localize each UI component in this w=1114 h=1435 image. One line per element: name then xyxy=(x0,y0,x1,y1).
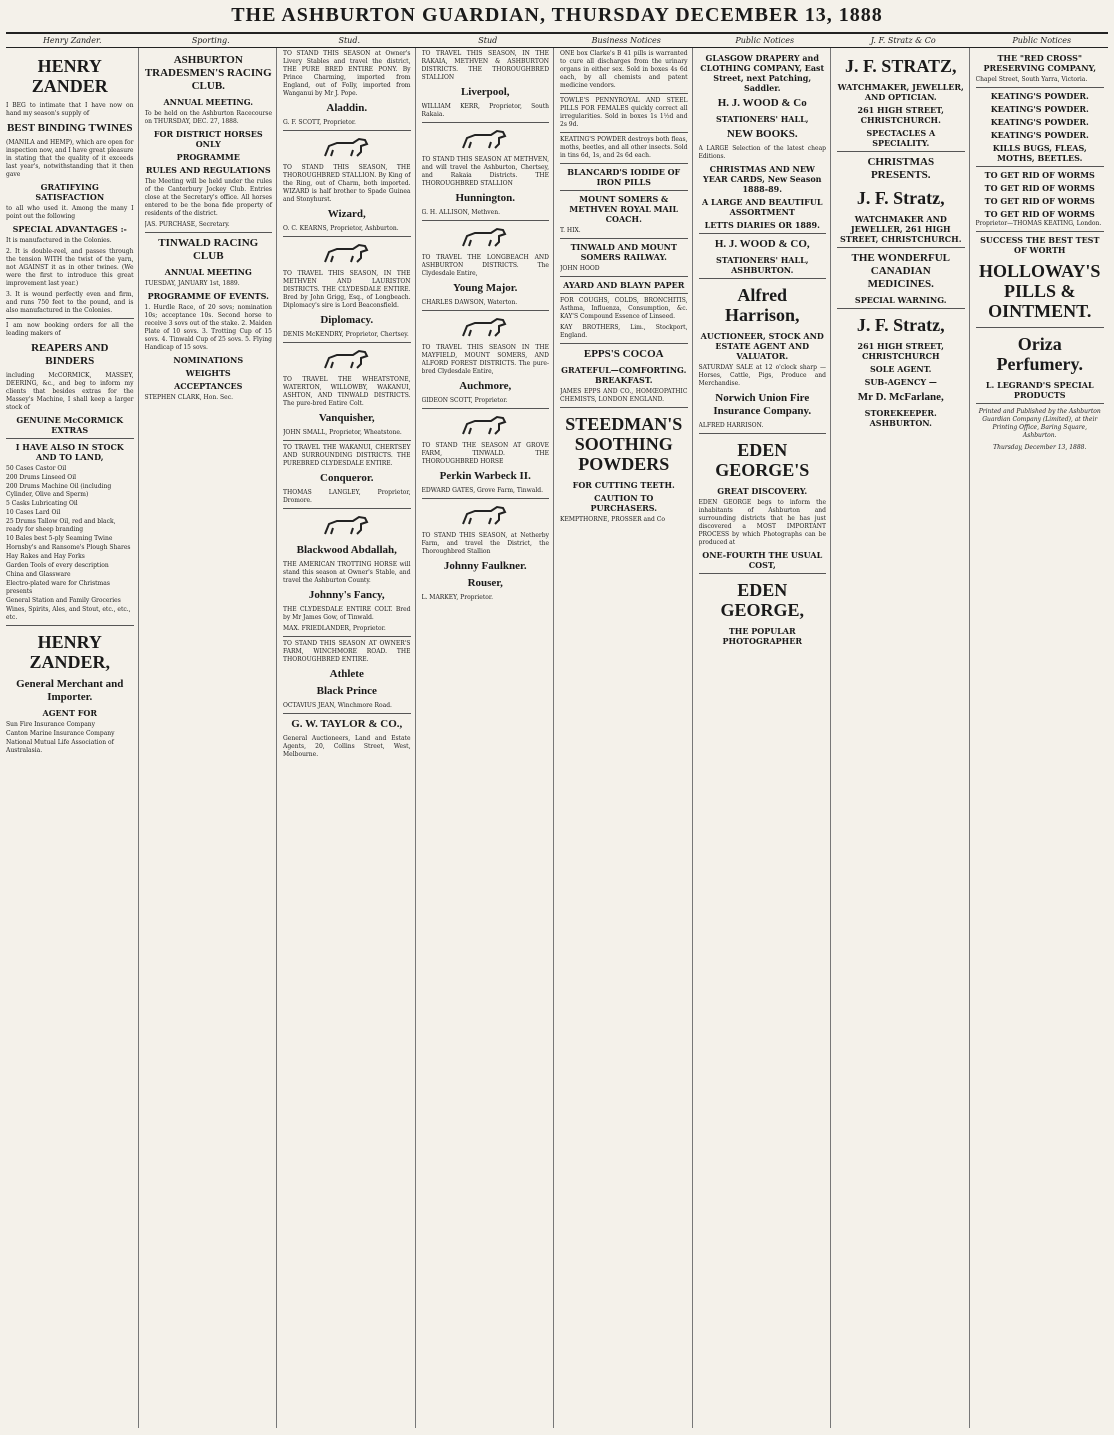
ad-subheading: FOR CUTTING TEETH. xyxy=(572,480,675,490)
ad-heading: Young Major. xyxy=(453,282,518,294)
ad-heading: J. F. Stratz, xyxy=(856,188,945,208)
ad-subheading: PROGRAMME OF EVENTS. xyxy=(147,291,269,301)
ad-subheading: SUB-AGENCY — xyxy=(864,377,937,387)
ad-subheading: STATIONERS' HALL, xyxy=(715,114,809,124)
ad-text: FOR COUGHS, COLDS, BRONCHITIS, Asthma, Influenza, Consumption, &c. KAY'S Compound Essence of Linseed. xyxy=(560,297,688,320)
ad-text: TO STAND THIS SEASON AT METHVEN, and will travel the Ashburton, Chertsey, and Rakaia Districts. THE THOROUGHBRED STALLION xyxy=(421,156,549,187)
divider xyxy=(283,342,411,343)
ad-subheading: FOR DISTRICT HORSES ONLY xyxy=(153,129,263,149)
agency-list xyxy=(6,721,134,755)
ad-subheading: General Merchant and Importer. xyxy=(16,678,124,703)
masthead: THE ASHBURTON GUARDIAN, THURSDAY DECEMBER 13, 1888 xyxy=(6,4,1108,34)
ad-subheading: AGENT FOR xyxy=(42,708,97,718)
ad-heading: Vanquisher, xyxy=(318,412,375,424)
ad-signature: THOMAS LANGLEY, Proprietor, Dromore. xyxy=(283,489,411,504)
ad-subheading: GRATIFYING SATISFACTION xyxy=(35,182,105,202)
list-item: National Mutual Life Association of Australasia. xyxy=(6,739,114,754)
ad-subheading: CAUTION TO PURCHASERS. xyxy=(590,493,658,513)
list-item: China and Glassware xyxy=(6,571,71,578)
ad-signature: JAMES EPPS AND CO., HOMŒOPATHIC CHEMISTS, LONDON ENGLAND. xyxy=(560,388,688,403)
ad-heading: Wizard, xyxy=(327,208,366,220)
divider xyxy=(422,122,550,123)
ad-text: I BEG to intimate that I have now on hand my season's supply of xyxy=(6,102,134,117)
column-public-notices xyxy=(699,48,832,1428)
divider xyxy=(837,151,965,152)
column-header: Stud xyxy=(478,36,498,45)
list-item: 10 Bales best 5-ply Seaming Twine xyxy=(6,535,113,542)
divider xyxy=(560,343,688,344)
ad-heading: Johnny's Fancy, xyxy=(308,589,385,601)
ad-text: including McCORMICK, MASSEY, DEERING, &c., and beg to inform my clients that besides extras for the Massey's Machine, I shall keep a larger stock of xyxy=(6,372,134,411)
keating-list xyxy=(976,91,1105,140)
ad-subheading: SPECTACLES A SPECIALITY. xyxy=(866,128,936,148)
ad-heading: MOUNT SOMERS & METHVEN ROYAL MAIL COACH. xyxy=(569,194,679,224)
ad-subheading: SOLE AGENT. xyxy=(870,364,932,374)
ad-heading: Norwich Union Fire Insurance Company. xyxy=(713,392,812,417)
ad-signature: ALFRED HARRISON. xyxy=(698,422,764,429)
ad-subheading: ANNUAL MEETING xyxy=(164,267,252,277)
ad-heading: Black Prince xyxy=(316,685,377,697)
ad-heading: J. F. Stratz, xyxy=(856,315,945,335)
divider xyxy=(560,163,688,164)
ad-heading: Auchmore, xyxy=(459,380,512,392)
ad-text: TO TRAVEL THIS SEASON, IN THE METHVEN AND LAURISTON DISTRICTS. THE CLYDESDALE ENTIRE. Bred by John Grigg, Esq., of Longbeach. Diplomacy's sire is Lord Beaconsfield. xyxy=(283,270,411,309)
ad-subheading: WATCHMAKER AND JEWELLER, 261 HIGH STREET, CHRISTCHURCH. xyxy=(839,214,962,244)
divider xyxy=(283,508,411,509)
ad-heading: HOLLOWAY'S PILLS & OINTMENT. xyxy=(979,261,1101,321)
ad-text: 1. Hurdle Race, of 20 sovs; nomination 10s; acceptance 10s. Second horse to receive 3 sovs out of the stake. 2. Maiden Plate of 10 sovs. 3. Trotting Cup of 15 sovs. 4. Tinwald Cup of 25 sovs. 5. Flying Handicap of 15 sovs. xyxy=(144,304,272,351)
ad-subheading: GRATEFUL—COMFORTING. BREAKFAST. xyxy=(561,365,687,385)
ad-heading: EDEN GEORGE, xyxy=(720,580,804,620)
list-item: Electro-plated ware for Christmas presents xyxy=(6,580,110,595)
ad-heading: Perkin Warbeck II. xyxy=(439,470,531,482)
ad-text: TUESDAY, JANUARY 1st, 1889. xyxy=(144,280,240,287)
ad-subheading: ANNUAL MEETING. xyxy=(163,97,254,107)
ad-subheading: ACCEPTANCES xyxy=(174,381,243,391)
ad-text: EDEN GEORGE begs to inform the inhabitants of Ashburton and surrounding districts that he has just discovered a MOST IMPORTANT PROCESS by which Photographs can be produced at xyxy=(698,499,826,546)
divider xyxy=(560,190,688,191)
list-item: TO GET RID OF WORMS xyxy=(984,183,1095,193)
horse-icon xyxy=(317,346,377,374)
divider xyxy=(837,247,965,248)
ad-text: THE CLYDESDALE ENTIRE COLT. Bred by Mr James Gow, of Tinwald. xyxy=(283,606,411,621)
ad-text: TO STAND THIS SEASON AT OWNER'S FARM, WINCHMORE ROAD. THE THOROUGHBRED ENTIRE. xyxy=(283,640,411,663)
column-stud-2 xyxy=(422,48,555,1428)
divider xyxy=(699,233,827,234)
ad-subheading: AUCTIONEER, STOCK AND ESTATE AGENT AND VALUATOR. xyxy=(700,331,824,361)
list-item: KEATING'S POWDER. xyxy=(990,117,1089,127)
divider xyxy=(560,407,688,408)
stock-list xyxy=(6,465,134,622)
divider xyxy=(145,232,273,233)
ad-text: I am now booking orders for all the leading makers of xyxy=(6,322,134,337)
ad-subheading: WEIGHTS xyxy=(185,368,231,378)
ad-subheading: RULES AND REGULATIONS xyxy=(145,165,271,175)
ad-heading: Johnny Faulkner. xyxy=(443,560,527,572)
divider xyxy=(560,293,688,294)
ad-subheading: PROGRAMME xyxy=(176,152,240,162)
divider xyxy=(422,408,550,409)
ad-text: TO STAND THE SEASON AT GROVE FARM, TINWALD. THE THOROUGHBRED HORSE xyxy=(421,442,549,465)
ad-heading: Diplomacy. xyxy=(320,314,374,326)
ad-subheading: STATIONERS' HALL, ASHBURTON. xyxy=(715,255,809,275)
column-stratz xyxy=(837,48,970,1428)
ad-text: to all who used it. Among the many I point out the following xyxy=(6,205,134,220)
ad-subheading: THE POPULAR PHOTOGRAPHER xyxy=(722,626,802,646)
ad-heading: CHRISTMAS PRESENTS. xyxy=(867,156,935,181)
ad-text: TO TRAVEL THE LONGBEACH AND ASHBURTON DISTRICTS. The Clydesdale Entire, xyxy=(421,254,549,277)
divider xyxy=(560,93,688,94)
list-item: Wines, Spirits, Ales, and Stout, etc., etc., etc. xyxy=(6,606,131,621)
ad-heading: HENRY ZANDER, xyxy=(29,632,110,672)
ad-heading: NEW BOOKS. xyxy=(726,128,798,140)
ad-subheading: SUCCESS THE BEST TEST OF WORTH xyxy=(980,235,1100,255)
ad-heading: Oriza Perfumery. xyxy=(996,334,1083,374)
ad-subheading: L. LEGRAND'S SPECIAL PRODUCTS xyxy=(985,380,1094,400)
ad-text: TO STAND THIS SEASON at Owner's Livery Stables and travel the district, THE PURE BRED ENTIRE PONY. By Prince Charming, imported from England, out of Folly, imported from Wanganui by Mr J. Pope. xyxy=(283,50,411,97)
ad-heading: Blackwood Abdallah, xyxy=(296,544,397,556)
column-header: Henry Zander. xyxy=(42,36,102,45)
imprint-date: Thursday, December 13, 1888. xyxy=(993,444,1087,451)
ad-subheading: GENUINE McCORMICK EXTRAS xyxy=(16,415,124,435)
list-item: 200 Drums Machine Oil (including Cylinder, Olive and Sperm) xyxy=(6,483,112,498)
ad-signature: WILLIAM KERR, Proprietor, South Rakaia. xyxy=(421,103,549,118)
ad-text: Chapel Street, South Yarra, Victoria. xyxy=(975,76,1088,83)
ad-subheading: BEST BINDING TWINES xyxy=(6,122,133,134)
horse-icon xyxy=(455,412,515,440)
ad-heading: EDEN GEORGE'S xyxy=(715,440,810,480)
horse-icon xyxy=(317,134,377,162)
ad-text: A LARGE Selection of the latest cheap Editions. xyxy=(698,145,826,160)
ad-subheading: NOMINATIONS xyxy=(173,355,244,365)
divider xyxy=(6,318,134,319)
list-item: 5 Casks Lubricating Oil xyxy=(6,500,78,507)
ad-signature: STEPHEN CLARK, Hon. Sec. xyxy=(144,394,233,401)
ad-signature: JOHN HOOD xyxy=(560,265,600,272)
list-item: Hay Rakes and Hay Forks xyxy=(6,553,85,560)
ad-heading: Hunnington. xyxy=(455,192,516,204)
column-header: Public Notices xyxy=(1012,36,1072,45)
column-header: J. F. Stratz & Co xyxy=(870,36,936,45)
list-item: Canton Marine Insurance Company xyxy=(6,730,115,737)
ad-heading: Mr D. McFarlane, xyxy=(857,391,944,403)
ad-text: TO TRAVEL THE WAKANUI, CHERTSEY AND SURROUNDING DISTRICTS. THE PUREBRED CLYDESDALE ENTIRE. xyxy=(283,444,411,467)
ad-signature: DENIS McKENDRY, Proprietor, Chertsey. xyxy=(283,331,409,338)
ad-heading: STEEDMAN'S SOOTHING POWDERS xyxy=(565,414,683,474)
list-item: 50 Cases Castor Oil xyxy=(6,465,67,472)
list-item: 25 Drums Tallow Oil, red and black, ready for sheep branding xyxy=(6,518,116,533)
divider xyxy=(976,166,1105,167)
divider xyxy=(283,713,411,714)
ad-heading: TINWALD RACING CLUB xyxy=(158,237,259,262)
divider xyxy=(837,308,965,309)
ad-subheading: 261 HIGH STREET, CHRISTCHURCH xyxy=(857,341,944,361)
ad-signature: T. HIX. xyxy=(560,227,581,234)
horse-icon xyxy=(455,314,515,342)
column-header: Stud. xyxy=(338,36,360,45)
ad-heading: Alfred Harrison, xyxy=(725,285,800,325)
divider xyxy=(699,573,827,574)
ad-signature: L. MARKEY, Proprietor. xyxy=(421,594,493,601)
column-header: Sporting. xyxy=(191,36,230,45)
ad-signature: EDWARD GATES, Grove Farm, Tinwald. xyxy=(421,487,544,494)
divider xyxy=(283,130,411,131)
ad-heading: Liverpool, xyxy=(460,86,510,98)
ad-heading: J. F. STRATZ, xyxy=(844,56,957,76)
ad-text: It is manufactured in the Colonies. xyxy=(6,237,112,244)
ad-heading: TINWALD AND MOUNT SOMERS RAILWAY. xyxy=(570,242,677,262)
divider xyxy=(976,87,1105,88)
divider xyxy=(560,238,688,239)
ad-heading: THE "RED CROSS" PRESERVING COMPANY, xyxy=(983,53,1096,73)
horse-icon xyxy=(455,224,515,252)
list-item: Garden Tools of every description xyxy=(6,562,109,569)
ad-heading: H. J. WOOD & CO, xyxy=(714,238,810,250)
column-header: Business Notices xyxy=(591,36,661,45)
ad-signature: MAX. FRIEDLANDER, Proprietor. xyxy=(283,625,386,632)
ad-text: ONE box Clarke's B 41 pills is warranted to cure all discharges from the urinary organs in either sex. Sold in boxes 4s 6d each, by all chemists and patent medicine vendors. xyxy=(560,50,688,89)
ad-text: The Meeting will be held under the rules of the Canterbury Jockey Club. Entries close at the Secretary's office. All horses entered to be the bona fide property of residents of the district. xyxy=(144,178,272,217)
ad-heading: GLASGOW DRAPERY and CLOTHING COMPANY, East Street, next Patching, Saddler. xyxy=(700,53,825,93)
ad-subheading: ONE-FOURTH THE USUAL COST, xyxy=(702,550,823,570)
ad-signature: JOHN SMALL, Proprietor, Wheatstone. xyxy=(283,429,402,436)
ad-signature: CHARLES DAWSON, Waterton. xyxy=(421,299,518,306)
divider xyxy=(6,625,134,626)
horse-icon xyxy=(317,240,377,268)
ad-heading: EPPS'S COCOA xyxy=(583,348,664,360)
ad-subheading: REAPERS AND BINDERS xyxy=(31,342,109,367)
divider xyxy=(422,220,550,221)
column-header: Public Notices xyxy=(735,36,795,45)
worms-list xyxy=(976,170,1105,219)
list-item: Hornsby's and Ransome's Plough Shares xyxy=(6,544,131,551)
divider xyxy=(560,276,688,277)
divider xyxy=(976,403,1105,404)
list-item: TO GET RID OF WORMS xyxy=(984,170,1095,180)
ad-signature: KAY BROTHERS, Lim., Stockport, England. xyxy=(560,324,688,339)
list-item: 200 Drums Linseed Oil xyxy=(6,474,77,481)
divider xyxy=(422,498,550,499)
horse-icon xyxy=(455,126,515,154)
horse-icon xyxy=(455,502,515,530)
divider xyxy=(422,310,550,311)
list-item: Sun Fire Insurance Company xyxy=(6,721,96,728)
divider xyxy=(6,438,134,439)
ad-text: TO TRAVEL THE WHEATSTONE, WATERTON, WILLOWBY, WAKANUI, ASHTON, AND TINWALD DISTRICTS. The pure-bred Entire Colt. xyxy=(283,376,411,407)
ad-heading: Aladdin. xyxy=(326,102,368,114)
ad-signature: Proprietor—THOMAS KEATING, London. xyxy=(975,220,1102,227)
column-business-notices xyxy=(560,48,693,1428)
ad-text: To be held on the Ashburton Racecourse on THURSDAY, DEC. 27, 1888. xyxy=(144,110,272,125)
ad-subheading: KILLS BUGS, FLEAS, MOTHS, BEETLES. xyxy=(992,143,1087,163)
column-stud-1 xyxy=(283,48,416,1428)
ad-text: TO STAND THIS SEASON, at Netherby Farm, and travel the District, the Thoroughbred Stallion xyxy=(421,532,549,555)
ad-signature: GIDEON SCOTT, Proprietor. xyxy=(421,397,508,404)
ad-heading: THE WONDERFUL CANADIAN MEDICINES. xyxy=(851,252,950,290)
divider xyxy=(699,278,827,279)
divider xyxy=(283,236,411,237)
ad-signature: G. H. ALLISON, Methven. xyxy=(421,209,501,216)
column-henry-zander xyxy=(6,48,139,1428)
ad-subheading: LETTS DIARIES OR 1889. xyxy=(704,220,820,230)
ad-signature: O. C. KEARNS, Proprietor, Ashburton. xyxy=(283,225,399,232)
columns xyxy=(6,48,1108,1428)
horse-icon xyxy=(317,512,377,540)
ad-heading: Athlete xyxy=(329,668,364,680)
ad-text: 2. It is double-reel, and passes through the tension WITH the twist of the yarn, not AGAINST it as in other twines. (We were the first to introduce this great improvement last year.) xyxy=(6,248,134,287)
divider xyxy=(976,231,1105,232)
ad-text: SATURDAY SALE at 12 o'clock sharp — Horses, Cattle, Pigs, Produce and Merchandise. xyxy=(698,364,826,387)
ad-text: TOWLE'S PENNYROYAL AND STEEL PILLS FOR FEMALES quickly correct all irregularities. Sold in boxes 1s 1½d and 2s 9d. xyxy=(560,97,688,128)
column-headers xyxy=(6,34,1108,48)
ad-signature: G. F. SCOTT, Proprietor. xyxy=(283,119,356,126)
ad-subheading: WATCHMAKER, JEWELLER, AND OPTICIAN. xyxy=(837,82,964,102)
list-item: KEATING'S POWDER. xyxy=(990,104,1089,114)
list-item: KEATING'S POWDER. xyxy=(990,130,1089,140)
ad-text: TO STAND THIS SEASON, THE THOROUGHBRED STALLION. By King of the Ring, out of Charm, both imported. WIZARD is half brother to Spade Guinea and Stonyhurst. xyxy=(283,164,411,203)
ad-text: 3. It is wound perfectly even and firm, and runs 750 feet to the pound, and is also manufactured in the Colonies. xyxy=(6,291,134,314)
ad-heading: AYARD AND BLAYN PAPER xyxy=(563,280,685,290)
imprint: Printed and Published by the Ashburton Guardian Company (Limited), at their Printing Office, Baring Square, Ashburton. xyxy=(978,408,1101,439)
ad-signature: OCTAVIUS JEAN, Winchmore Road. xyxy=(283,702,392,709)
ad-heading: Rouser, xyxy=(467,577,503,589)
ad-heading: HENRY ZANDER xyxy=(31,56,108,96)
column-public-notices-2 xyxy=(976,48,1109,1428)
list-item: General Station and Family Groceries xyxy=(6,597,121,604)
divider xyxy=(283,636,411,637)
divider xyxy=(283,440,411,441)
ad-subheading: SPECIAL WARNING. xyxy=(854,295,947,305)
ad-subheading: SPECIAL ADVANTAGES :- xyxy=(12,224,127,234)
ad-text: THE AMERICAN TROTTING HORSE will stand this season at Owner's Stable, and travel the Ashburton County. xyxy=(283,561,411,584)
ad-text: TO TRAVEL THIS SEASON IN THE MAYFIELD, MOUNT SOMERS, AND ALFORD FOREST DISTRICTS. The pure-bred Clydesdale Entire, xyxy=(421,344,549,375)
ad-text: KEATING'S POWDER destroys both fleas, moths, beetles, and all other insects. Sold in tins 6d, 1s, and 2s 6d each. xyxy=(560,136,688,159)
ad-subheading: STOREKEEPER. ASHBURTON. xyxy=(864,408,937,428)
ad-text: General Auctioneers, Land and Estate Agents, 20, Collins Street, West, Melbourne. xyxy=(283,735,411,758)
ad-text: TO TRAVEL THIS SEASON, IN THE RAKAIA, METHVEN & ASHBURTON DISTRICTS. THE THOROUGHBRED STALLION xyxy=(421,50,549,81)
ad-heading: Conqueror. xyxy=(320,472,374,484)
list-item: TO GET RID OF WORMS xyxy=(984,196,1095,206)
column-sporting xyxy=(145,48,278,1428)
ad-heading: H. J. WOOD & Co xyxy=(717,97,807,109)
ad-subheading: A LARGE AND BEAUTIFUL ASSORTMENT xyxy=(702,197,823,217)
ad-subheading: 261 HIGH STREET, CHRISTCHURCH. xyxy=(857,105,944,125)
ad-subheading: I HAVE ALSO IN STOCK AND TO LAND, xyxy=(15,442,124,462)
divider xyxy=(976,327,1105,328)
ad-signature: JAS. PURCHASE, Secretary. xyxy=(144,221,230,228)
list-item: TO GET RID OF WORMS xyxy=(984,209,1095,219)
ad-heading: BLANCARD'S IODIDE OF IRON PILLS xyxy=(567,167,681,187)
ad-subheading: CHRISTMAS AND NEW YEAR CARDS, New Season 1888-89. xyxy=(703,164,822,194)
ad-subheading: GREAT DISCOVERY. xyxy=(717,486,808,496)
ad-heading: G. W. TAYLOR & CO., xyxy=(291,718,403,730)
ad-heading: ASHBURTON TRADESMEN'S RACING CLUB. xyxy=(144,54,272,92)
ad-text: (MANILA and HEMP), which are open for inspection now, and I have great pleasure in stating that the quality of it exceeds last year's, notwithstanding that it then gave xyxy=(6,139,134,178)
divider xyxy=(560,132,688,133)
list-item: 10 Cases Lard Oil xyxy=(6,509,61,516)
list-item: KEATING'S POWDER. xyxy=(990,91,1089,101)
ad-signature: KEMPTHORNE, PROSSER and Co xyxy=(560,516,665,523)
divider xyxy=(699,433,827,434)
